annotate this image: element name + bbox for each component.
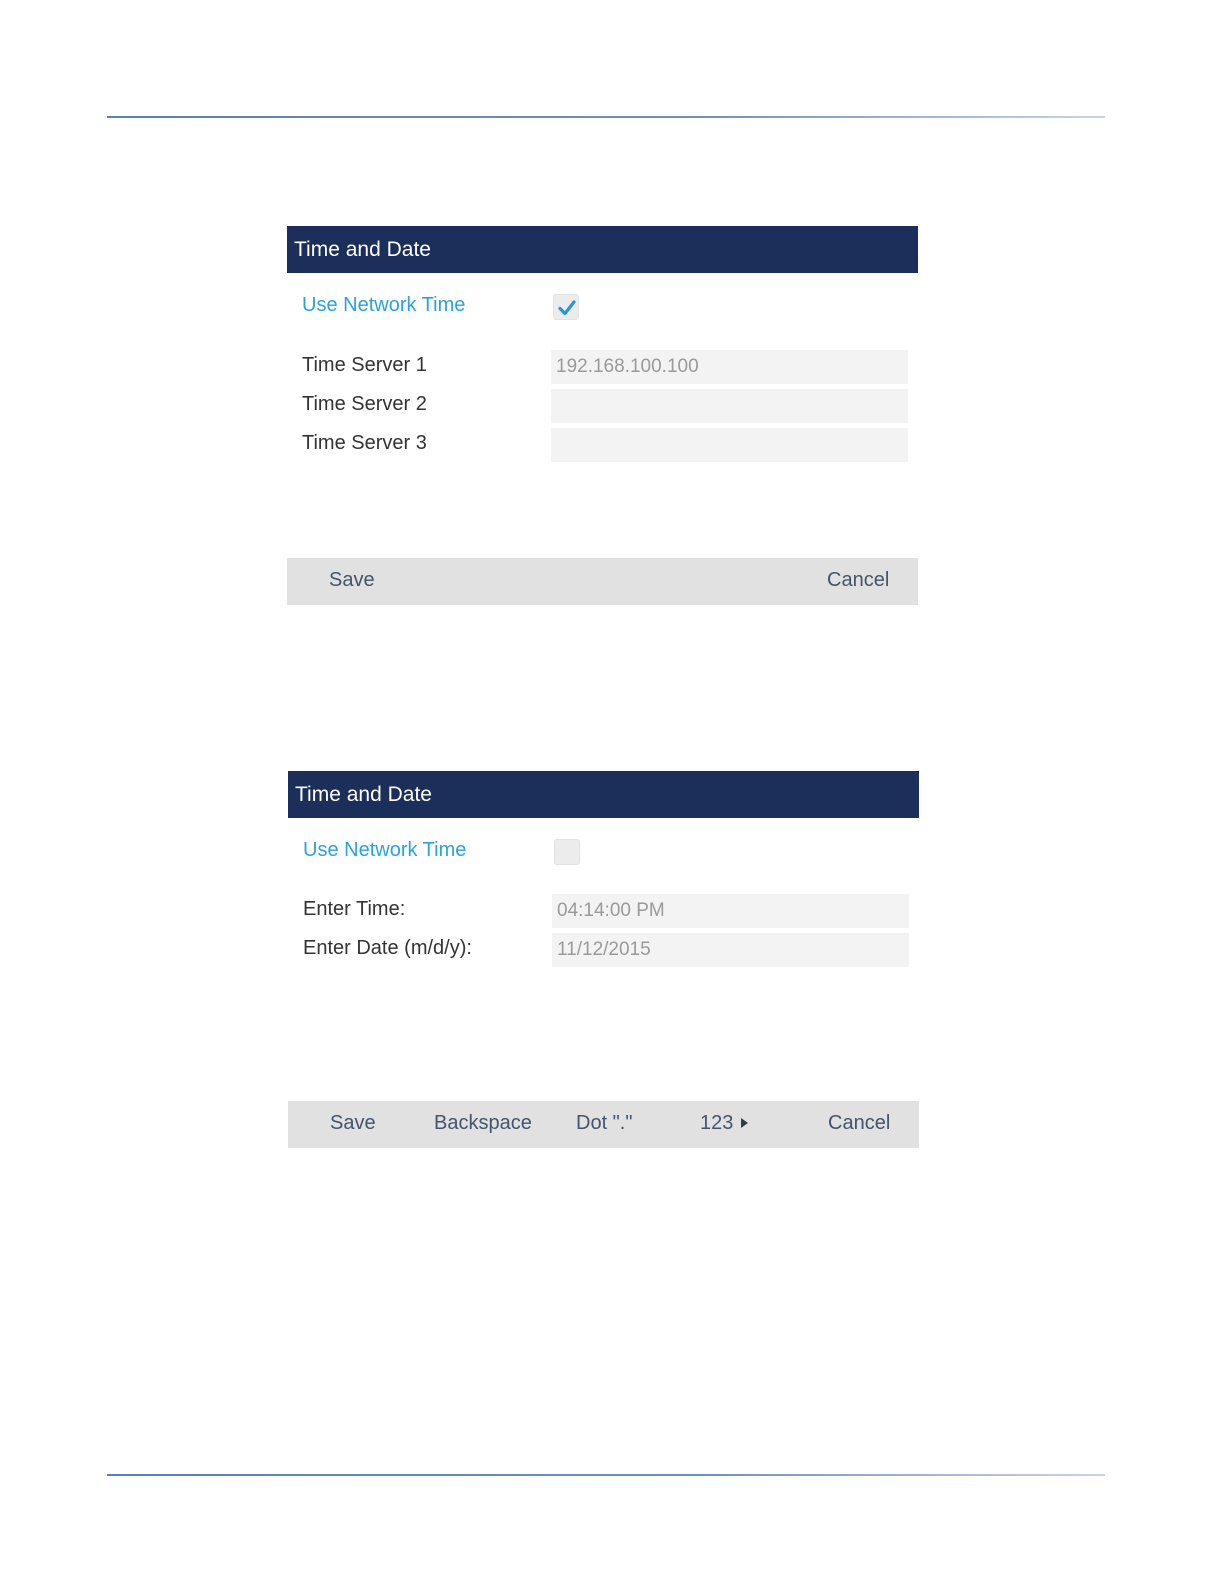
use-network-time-label: Use Network Time [302, 294, 466, 316]
page-footer-rule [107, 1474, 1105, 1476]
save-softkey[interactable]: Save [329, 569, 375, 591]
dot-softkey[interactable]: Dot "." [576, 1112, 633, 1134]
save-softkey[interactable]: Save [330, 1112, 376, 1134]
page-header-rule [107, 116, 1105, 118]
input-mode-softkey[interactable] [700, 1101, 748, 1148]
input-mode-label: 123 [700, 1112, 734, 1134]
backspace-softkey[interactable]: Backspace [434, 1112, 532, 1134]
time-date-screen-network-off [288, 771, 919, 1148]
triangle-right-icon [741, 1118, 748, 1128]
use-network-time-checkbox[interactable] [554, 839, 580, 865]
time-date-screen-network-on [287, 226, 918, 605]
time-server-2-label: Time Server 2 [302, 393, 427, 415]
cancel-softkey[interactable]: Cancel [827, 569, 890, 591]
time-server-3-label: Time Server 3 [302, 432, 427, 454]
enter-time-field[interactable]: 04:14:00 PM [552, 894, 909, 928]
use-network-time-label: Use Network Time [303, 839, 467, 861]
use-network-time-checkbox[interactable] [553, 294, 579, 320]
time-server-1-field[interactable]: 192.168.100.100 [551, 350, 908, 384]
enter-date-field[interactable]: 11/12/2015 [552, 933, 909, 967]
time-server-3-field[interactable] [551, 428, 908, 462]
enter-date-label: Enter Date (m/d/y): [303, 937, 472, 959]
screen-title: Time and Date [288, 771, 919, 818]
softkey-bar [287, 558, 918, 605]
screen-title: Time and Date [287, 226, 918, 273]
cancel-softkey[interactable]: Cancel [828, 1112, 891, 1134]
enter-time-label: Enter Time: [303, 898, 406, 920]
time-server-2-field[interactable] [551, 389, 908, 423]
softkey-bar [288, 1101, 919, 1148]
checkmark-icon [557, 298, 577, 318]
time-server-1-label: Time Server 1 [302, 354, 427, 376]
